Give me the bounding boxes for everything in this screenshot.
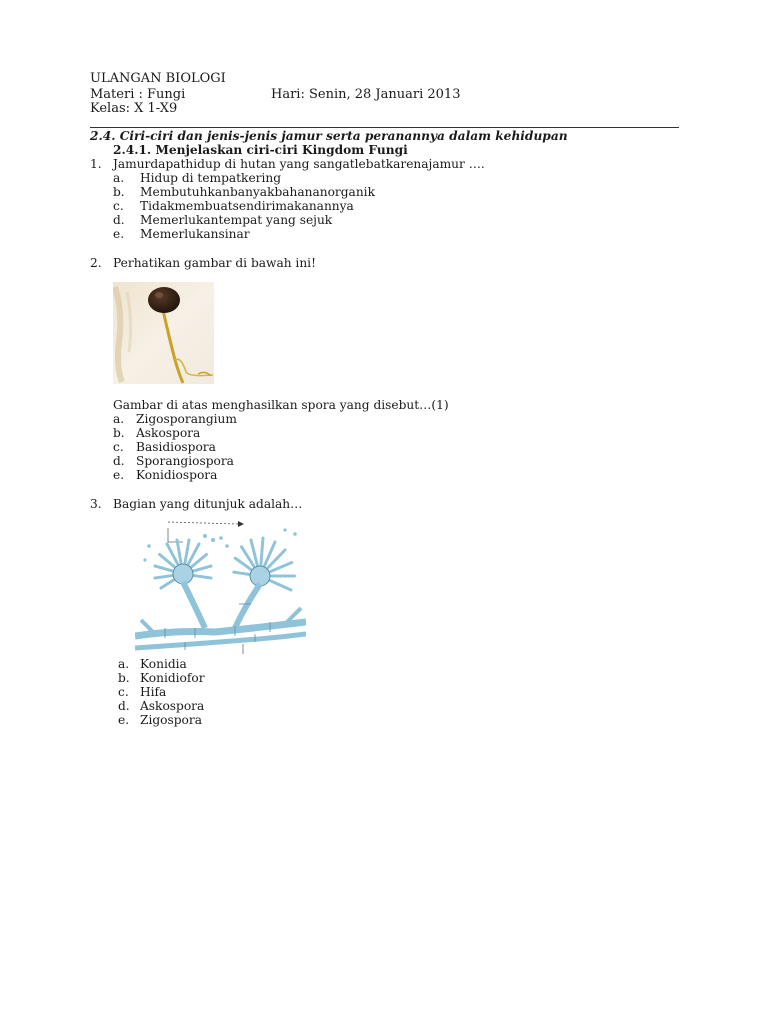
materi-label: Materi : Fungi	[90, 87, 186, 102]
header-divider	[90, 127, 679, 128]
q1-option-text: Tidakmembuatsendirimakanannya	[140, 199, 354, 213]
q2-option-text: Basidiospora	[136, 440, 216, 454]
q1-option-text: Membutuhkanbanyakbahananorganik	[140, 185, 375, 199]
q3-option-text: Zigospora	[140, 713, 202, 727]
q1-option-letter: c.	[113, 199, 124, 213]
question-1-text: Jamurdapathidup di hutan yang sangatlebatkarenajamur ….	[113, 157, 485, 171]
q3-option-text: Hifa	[140, 685, 167, 699]
exam-title: ULANGAN BIOLOGI	[90, 71, 226, 86]
q2-option-text: Sporangiospora	[136, 454, 234, 468]
q3-option-letter: c.	[118, 685, 129, 699]
q2-option-letter: c.	[113, 440, 124, 454]
question-2-text: Perhatikan gambar di bawah ini!	[113, 256, 316, 270]
q3-option-letter: d.	[118, 699, 130, 713]
q2-option-text: Askospora	[136, 426, 201, 440]
conidiophore-diagram	[135, 516, 306, 656]
q3-option-text: Konidiofor	[140, 671, 205, 685]
q1-option-text: Memerlukansinar	[140, 227, 250, 241]
q3-option-letter: b.	[118, 671, 130, 685]
question-3-text: Bagian yang ditunjuk adalah…	[113, 497, 303, 511]
date-label: Hari: Senin, 28 Januari 2013	[271, 87, 461, 102]
q2-option-text: Konidiospora	[136, 468, 218, 482]
q2-option-letter: d.	[113, 454, 125, 468]
q1-option-letter: b.	[113, 185, 125, 199]
q2-option-letter: b.	[113, 426, 125, 440]
section-heading: 2.4. Ciri-ciri dan jenis-jenis jamur serta peranannya dalam kehidupan	[90, 129, 568, 143]
q1-option-letter: a.	[113, 171, 125, 185]
q1-option-text: Hidup di tempatkering	[140, 171, 282, 185]
kelas-label: Kelas: X 1-X9	[90, 101, 178, 116]
section-subheading: 2.4.1. Menjelaskan ciri-ciri Kingdom Fungi	[113, 143, 408, 157]
q3-option-letter: e.	[118, 713, 130, 727]
q1-option-letter: e.	[113, 227, 125, 241]
q3-option-text: Askospora	[140, 699, 205, 713]
vesicle-right	[250, 566, 270, 586]
q1-option-text: Memerlukantempat yang sejuk	[140, 213, 333, 227]
q2-option-letter: a.	[113, 412, 125, 426]
q2-option-text: Zigosporangium	[136, 412, 237, 426]
question-2-followup: Gambar di atas menghasilkan spora yang disebut…(1)	[113, 398, 449, 412]
question-3-number: 3.	[90, 497, 102, 511]
q2-option-letter: e.	[113, 468, 125, 482]
vesicle-left	[173, 564, 193, 584]
q3-option-letter: a.	[118, 657, 130, 671]
q1-option-letter: d.	[113, 213, 125, 227]
question-1-number: 1.	[90, 157, 102, 171]
question-2-number: 2.	[90, 256, 102, 270]
sporangium-photo	[113, 282, 214, 384]
q3-option-text: Konidia	[140, 657, 187, 671]
sporangium-head	[148, 287, 180, 313]
